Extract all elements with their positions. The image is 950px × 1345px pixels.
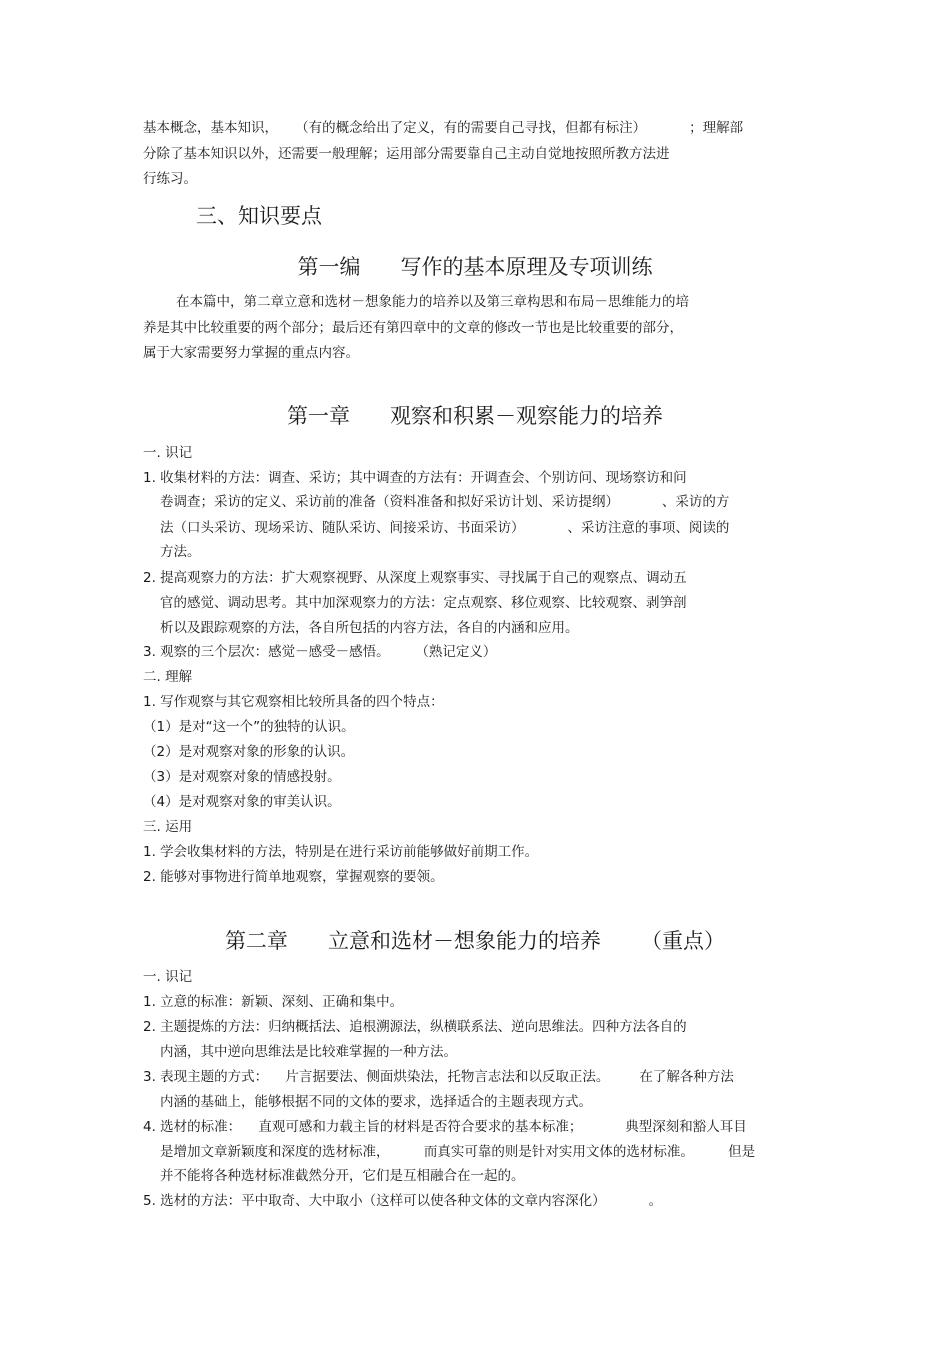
ch2-line: 1. 立意的标准：新颖、深刻、正确和集中。 xyxy=(143,994,404,1010)
chapter2-title: 第二章 立意和选材－想象能力的培养 （重点） xyxy=(224,929,726,953)
part-title: 第一编 写作的基本原理及专项训练 xyxy=(297,255,653,279)
ch2-line: 一. 识记 xyxy=(143,969,193,985)
ch1-line: （4）是对观察对象的审美认识。 xyxy=(143,794,341,810)
ch1-line: 三. 运用 xyxy=(143,819,193,835)
ch1-line: （1）是对“这一个”的独特的认识。 xyxy=(143,719,355,735)
ch2-line: 4. 选材的标准： 直观可感和力载主旨的材料是否符合要求的基本标准； 典型深刻和豁人耳目 xyxy=(143,1119,747,1135)
section-heading: 三、知识要点 xyxy=(196,204,322,228)
ch1-line: 方法。 xyxy=(160,544,201,560)
chapter1-title: 第一章 观察和积累－观察能力的培养 xyxy=(286,404,664,428)
ch1-line: 1. 学会收集材料的方法，特别是在进行采访前能够做好前期工作。 xyxy=(143,844,539,860)
ch2-line: 内涵的基础上，能够根据不同的文体的要求，选择适合的主题表现方式。 xyxy=(160,1094,592,1110)
intro-line-2: 分除了基本知识以外，还需要一般理解；运用部分需要靠自己主动自觉地按照所教方法进 xyxy=(143,146,670,162)
ch2-line: 3. 表现主题的方式： 片言据要法、侧面烘染法，托物言志法和以反取正法。 在了解各种方法 xyxy=(143,1069,734,1085)
ch1-line: 2. 提高观察力的方法：扩大观察视野、从深度上观察事实、寻找属于自己的观察点、调动五 xyxy=(143,570,687,586)
ch1-line: （2）是对观察对象的形象的认识。 xyxy=(143,744,355,760)
ch1-line: 法（口头采访、现场采访、随队采访、间接采访、书面采访） 、采访注意的事项、阅读的 xyxy=(160,520,730,536)
ch1-line: 1. 收集材料的方法：调查、采访；其中调查的方法有：开调查会、个别访问、现场察访和问 xyxy=(143,470,687,486)
ch2-line: 2. 主题提炼的方法：归纳概括法、追根溯源法，纵横联系法、逆向思维法。四种方法各自的 xyxy=(143,1019,687,1035)
ch1-line: 官的感觉、调动思考。其中加深观察力的方法：定点观察、移位观察、比较观察、剥笋剖 xyxy=(160,595,687,611)
part-desc-line-2: 养是其中比较重要的两个部分；最后还有第四章中的文章的修改一节也是比较重要的部分， xyxy=(143,320,683,336)
ch1-line: 析以及跟踪观察的方法，各自所包括的内容方法，各自的内涵和应用。 xyxy=(160,620,579,636)
ch2-line: 内涵，其中逆向思维法是比较难掌握的一种方法。 xyxy=(160,1044,457,1060)
part-desc-line-3: 属于大家需要努力掌握的重点内容。 xyxy=(143,345,359,361)
intro-line-1: 基本概念，基本知识， （有的概念给出了定义，有的需要自己寻找，但都有标注） ；理解部 xyxy=(143,120,744,136)
ch2-line: 并不能将各种选材标准截然分开，它们是互相融合在一起的。 xyxy=(160,1168,525,1184)
ch1-line: 一. 识记 xyxy=(143,445,193,461)
ch2-line: 是增加文章新颖度和深度的选材标准， 而真实可靠的则是针对实用文体的选材标准。 但是 xyxy=(160,1144,756,1160)
ch1-line: （3）是对观察对象的情感投射。 xyxy=(143,769,341,785)
ch1-line: 1. 写作观察与其它观察相比较所具备的四个特点： xyxy=(143,694,444,710)
intro-line-3: 行练习。 xyxy=(143,171,197,187)
ch1-line: 卷调查；采访的定义、采访前的准备（资料准备和拟好采访计划、采访提纲） 、采访的方 xyxy=(160,494,730,510)
ch1-line: 二. 理解 xyxy=(143,669,193,685)
ch1-line: 3. 观察的三个层次：感觉－感受－感悟。 （熟记定义） xyxy=(143,644,497,660)
part-desc-line-1: 在本篇中，第二章立意和选材－想象能力的培养以及第三章构思和布局－思维能力的培 xyxy=(176,294,689,310)
ch1-line: 2. 能够对事物进行简单地观察，掌握观察的要领。 xyxy=(143,869,444,885)
ch2-line: 5. 选材的方法：平中取奇、大中取小（这样可以使各种文体的文章内容深化） 。 xyxy=(143,1193,663,1209)
